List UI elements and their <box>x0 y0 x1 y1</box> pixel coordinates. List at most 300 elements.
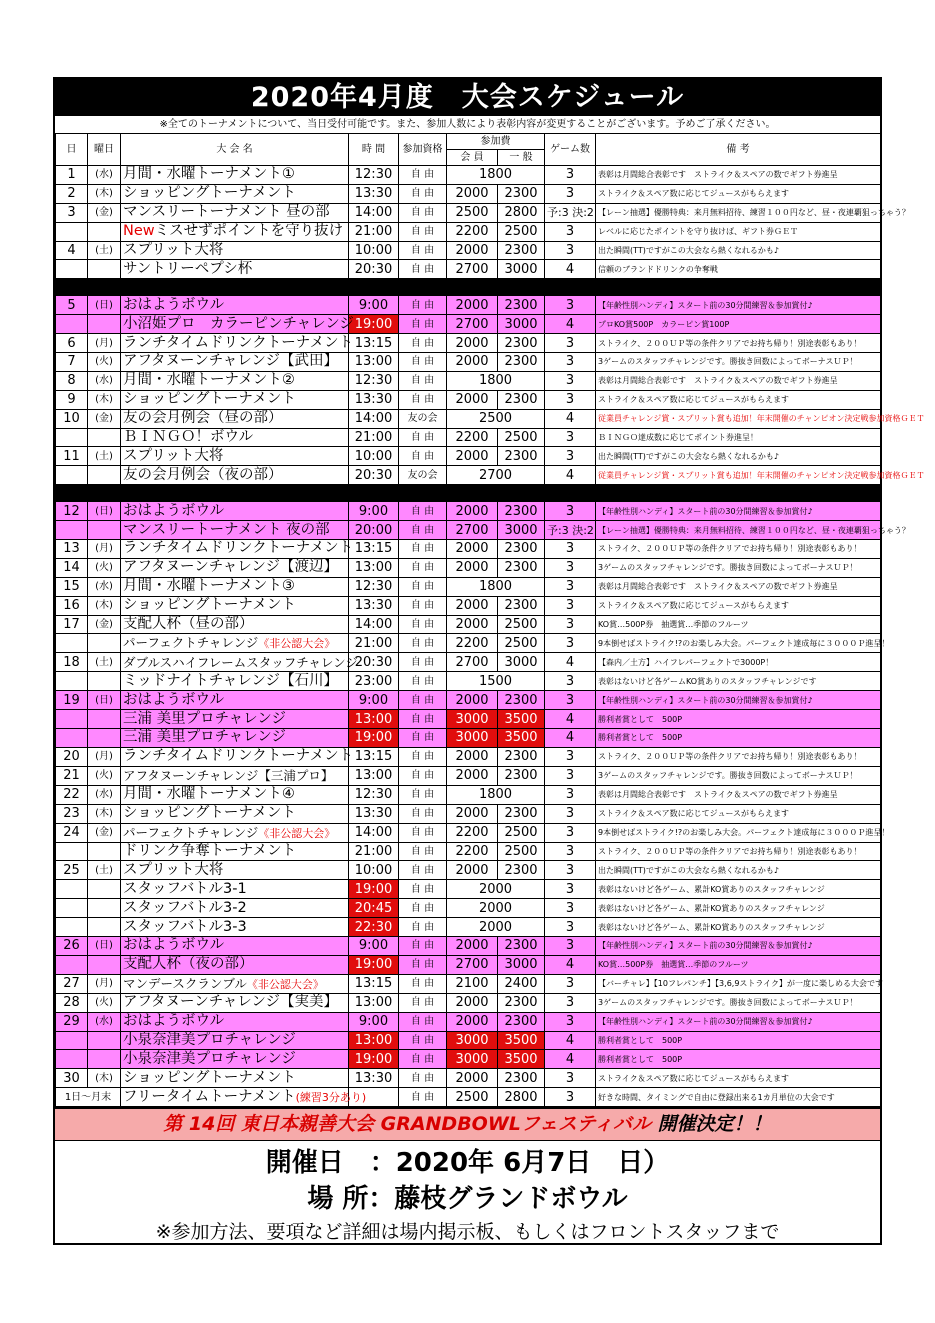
cell-fee: 2500 <box>447 409 545 428</box>
cell-event-name <box>121 466 349 485</box>
festival-title: 第 14回 東日本親善大会 GRANDBOWLフェスティバル <box>163 1113 652 1136</box>
footer-note: ※参加方法、要項など詳細は場内掲示板、もしくはフロントスタッフまで <box>155 1221 780 1244</box>
cell-day <box>56 428 88 447</box>
cell-qualification: 自 由 <box>399 729 447 748</box>
cell-time: 13:30 <box>349 596 399 615</box>
cell-weekday: (水) <box>88 785 121 804</box>
cell-event-name <box>121 823 349 842</box>
cell-fee: 2000 <box>447 918 545 937</box>
header-general: 一 般 <box>498 150 545 166</box>
cell-fee-general: 2300 <box>498 747 545 766</box>
event-name: おはようボウル <box>123 296 225 313</box>
schedule-row <box>56 936 881 955</box>
cell-day: 11 <box>56 447 88 466</box>
cell-qualification: 自 由 <box>399 1031 447 1050</box>
cell-notes: ストライク＆スペア数に応じてジュースがもらえます <box>596 390 881 409</box>
event-name: 友の会月例会（夜の部） <box>123 466 283 483</box>
cell-time: 19:00 <box>349 315 399 334</box>
cell-notes: 3ゲームのスタッフチャレンジです。勝抜き回数によってボーナスＵＰ！ <box>596 353 881 372</box>
cell-weekday: (水) <box>88 577 121 596</box>
cell-qualification: 自 由 <box>399 1050 447 1069</box>
cell-games: 3 <box>545 596 596 615</box>
cell-fee-member: 2000 <box>447 691 498 710</box>
cell-qualification: 自 由 <box>399 880 447 899</box>
event-place: 場 所：藤枝グランドボウル <box>307 1184 628 1215</box>
cell-games: 4 <box>545 260 596 279</box>
cell-qualification: 自 由 <box>399 918 447 937</box>
cell-games: 3 <box>545 747 596 766</box>
cell-qualification: 自 由 <box>399 861 447 880</box>
cell-event-name <box>121 993 349 1012</box>
cell-time: 20:30 <box>349 653 399 672</box>
cell-fee-member: 2000 <box>447 296 498 315</box>
cell-day <box>56 918 88 937</box>
cell-notes: 3ゲームのスタッフチャレンジです。勝抜き回数によってボーナスＵＰ！ <box>596 766 881 785</box>
cell-notes: 勝利者賞として 500P <box>596 1050 881 1069</box>
cell-fee-general: 2800 <box>498 203 545 222</box>
cell-notes: 表彰は月間総合表彰です ストライク＆スペアの数でギフト券進呈 <box>596 371 881 390</box>
cell-qualification: 自 由 <box>399 334 447 353</box>
cell-notes: 出た瞬間(TT)ですがこの大会なら熱くなれるかも♪ <box>596 861 881 880</box>
cell-event-name <box>121 540 354 559</box>
cell-event-name <box>121 1088 367 1107</box>
schedule-sheet <box>53 77 925 1245</box>
cell-event-name <box>121 861 349 880</box>
cell-fee-general: 2300 <box>498 936 545 955</box>
header-event: 大 会 名 <box>121 134 349 166</box>
schedule-row <box>56 521 881 540</box>
cell-time: 20:45 <box>349 899 399 918</box>
separator-row <box>56 279 881 296</box>
cell-event-name <box>121 558 349 577</box>
cell-fee-general: 2300 <box>498 766 545 785</box>
event-name: ランチタイムドリンクトーナメント <box>123 334 354 351</box>
cell-time: 20:30 <box>349 466 399 485</box>
schedule-row <box>56 993 881 1012</box>
schedule-row <box>56 766 881 785</box>
cell-day <box>56 222 88 241</box>
cell-weekday <box>88 918 121 937</box>
cell-day: 8 <box>56 371 88 390</box>
schedule-row <box>56 540 881 559</box>
cell-day: 30 <box>56 1069 88 1088</box>
cell-fee-general: 2400 <box>498 974 545 993</box>
cell-games: 予:3 決:2 <box>545 203 596 222</box>
cell-day <box>56 315 88 334</box>
cell-day: 29 <box>56 1012 88 1031</box>
cell-weekday: (火) <box>88 558 121 577</box>
cell-time: 9:00 <box>349 1012 399 1031</box>
schedule-row <box>56 691 881 710</box>
schedule-row <box>56 615 881 634</box>
schedule-row <box>56 653 881 672</box>
cell-time: 14:00 <box>349 823 399 842</box>
cell-qualification: 自 由 <box>399 1069 447 1088</box>
schedule-row <box>56 203 881 222</box>
cell-weekday <box>88 1050 121 1069</box>
cell-weekday: (金) <box>88 203 121 222</box>
cell-time: 10:00 <box>349 861 399 880</box>
event-name: ミスせずポイントを守り抜け <box>154 223 344 240</box>
event-name: ダブルスハイフレームスタッフチャレンジ <box>123 654 358 670</box>
cell-qualification: 友の会 <box>399 409 447 428</box>
cell-games: 3 <box>545 558 596 577</box>
cell-fee-general: 2300 <box>498 1069 545 1088</box>
cell-time: 13:30 <box>349 804 399 823</box>
cell-event-name <box>121 315 354 334</box>
cell-games: 3 <box>545 936 596 955</box>
cell-games: 3 <box>545 353 596 372</box>
schedule-row <box>56 222 881 241</box>
cell-qualification: 自 由 <box>399 447 447 466</box>
cell-fee-member: 2000 <box>447 353 498 372</box>
cell-day: 27 <box>56 974 88 993</box>
cell-fee-member: 2000 <box>447 615 498 634</box>
cell-notes: 【森内／土方】ハイフレパーフェクトで3000P！ <box>596 653 881 672</box>
cell-weekday <box>88 634 121 653</box>
cell-weekday: (金) <box>88 409 121 428</box>
event-name: スプリット大将 <box>123 242 224 258</box>
cell-fee-member: 2000 <box>447 558 498 577</box>
cell-qualification: 自 由 <box>399 615 447 634</box>
cell-fee-member: 2700 <box>447 521 498 540</box>
cell-fee-member: 2000 <box>447 447 498 466</box>
cell-event-name <box>121 672 349 691</box>
cell-games: 4 <box>545 710 596 729</box>
notice-text: ※全てのトーナメントについて、当日受付可能です。また、参加人数により表彰内容が変更することがございます。予めご了承ください。 <box>159 119 776 130</box>
cell-day: 7 <box>56 353 88 372</box>
event-name: 月間・水曜トーナメント③ <box>123 578 295 595</box>
event-name: パーフェクトチャレンジ <box>123 635 259 651</box>
cell-fee-member: 2200 <box>447 222 498 241</box>
cell-notes: プロKO賞500P カラーピン賞100P <box>596 315 881 334</box>
event-name: 小泉奈津美プロチャレンジ <box>123 1031 296 1048</box>
cell-notes: 好きな時間、タイミングで自由に登録出来る1カ月単位の大会です <box>596 1088 881 1107</box>
cell-qualification: 自 由 <box>399 804 447 823</box>
cell-fee-general: 3500 <box>498 1050 545 1069</box>
cell-fee-general: 3000 <box>498 653 545 672</box>
cell-event-name <box>121 577 349 596</box>
cell-time: 13:15 <box>349 540 399 559</box>
cell-fee: 1800 <box>447 166 545 185</box>
event-name: スプリット大将 <box>123 861 224 878</box>
cell-notes: ストライク、２００ＵＰ等の条件クリアでお持ち帰り！別途表彰もあり！ <box>596 334 881 353</box>
event-name: ショッピングトーナメント <box>123 391 296 408</box>
cell-fee-member: 3000 <box>447 729 498 748</box>
cell-fee-general: 2800 <box>498 1088 545 1107</box>
cell-day: 20 <box>56 747 88 766</box>
cell-time: 21:00 <box>349 222 399 241</box>
cell-fee-member: 2000 <box>447 390 498 409</box>
cell-notes: KO賞…500P券 抽選賞…季節のフルーツ <box>596 615 881 634</box>
cell-time: 20:00 <box>349 521 399 540</box>
event-name: 三浦 美里プロチャレンジ <box>123 729 286 746</box>
cell-event-name <box>121 918 349 937</box>
schedule-row <box>56 558 881 577</box>
cell-day: 19 <box>56 691 88 710</box>
cell-qualification: 自 由 <box>399 766 447 785</box>
cell-time: 21:00 <box>349 634 399 653</box>
schedule-row <box>56 1088 881 1107</box>
cell-notes: 従業員チャレンジ賞・スプリット賞も追加！年末開催のチャンピオン決定戦参加資格ＧＥＴ <box>596 409 881 428</box>
cell-qualification: 自 由 <box>399 166 447 185</box>
cell-event-name <box>121 804 349 823</box>
schedule-row <box>56 880 881 899</box>
cell-time: 13:00 <box>349 993 399 1012</box>
cell-fee-general: 3000 <box>498 521 545 540</box>
cell-fee: 1500 <box>447 672 545 691</box>
event-name: 小沼姫プロ カラーピンチャレンジ <box>123 315 354 332</box>
cell-event-name <box>121 936 349 955</box>
cell-time: 19:00 <box>349 1050 399 1069</box>
header-weekday: 曜日 <box>88 134 121 166</box>
schedule-row <box>56 804 881 823</box>
cell-weekday <box>88 260 121 279</box>
cell-day: 13 <box>56 540 88 559</box>
cell-fee-general: 2300 <box>498 334 545 353</box>
cell-notes: 表彰はないけど各ゲームKO賞ありのスタッフチャレンジです <box>596 672 881 691</box>
cell-time: 13:30 <box>349 184 399 203</box>
event-name: パーフェクトチャレンジ <box>123 824 259 840</box>
cell-fee-member: 2100 <box>447 974 498 993</box>
cell-event-name <box>121 729 349 748</box>
cell-fee-member: 2500 <box>447 203 498 222</box>
page-title: 2020年4月度 大会スケジュール <box>55 79 880 116</box>
cell-qualification: 自 由 <box>399 241 447 260</box>
event-name: スタッフバトル3-2 <box>123 899 247 916</box>
cell-time: 9:00 <box>349 936 399 955</box>
cell-games: 3 <box>545 1069 596 1088</box>
cell-weekday <box>88 672 121 691</box>
cell-fee: 1800 <box>447 785 545 804</box>
cell-games: 3 <box>545 166 596 185</box>
cell-fee-member: 2200 <box>447 823 498 842</box>
cell-day: 22 <box>56 785 88 804</box>
event-name: サントリーペプシ杯 <box>123 260 253 277</box>
schedule-row <box>56 315 881 334</box>
event-name: スプリット大将 <box>123 447 224 464</box>
cell-day <box>56 710 88 729</box>
cell-event-name <box>121 203 349 222</box>
event-name: マンスリートーナメント 夜の部 <box>123 521 330 538</box>
schedule-row <box>56 184 881 203</box>
cell-time: 13:00 <box>349 353 399 372</box>
cell-notes: ストライク＆スペア数に応じてジュースがもらえます <box>596 1069 881 1088</box>
cell-day: 1 <box>56 166 88 185</box>
cell-games: 3 <box>545 296 596 315</box>
event-name: マンスリートーナメント 昼の部 <box>123 204 330 221</box>
cell-event-name <box>121 260 349 279</box>
cell-event-name <box>121 184 349 203</box>
cell-event-name <box>121 1069 349 1088</box>
cell-fee-general: 3000 <box>498 955 545 974</box>
cell-weekday: (木) <box>88 184 121 203</box>
cell-weekday: (木) <box>88 596 121 615</box>
cell-games: 3 <box>545 540 596 559</box>
cell-weekday: (火) <box>88 993 121 1012</box>
header-time: 時 間 <box>349 134 399 166</box>
schedule-row <box>56 447 881 466</box>
cell-notes: 【年齢性別ハンディ】スタート前の30分間練習＆参加賞付♪ <box>596 691 881 710</box>
cell-fee: 1800 <box>447 371 545 390</box>
cell-fee-general: 2300 <box>498 447 545 466</box>
cell-time: 9:00 <box>349 502 399 521</box>
cell-fee-general: 2500 <box>498 615 545 634</box>
cell-fee-member: 3000 <box>447 1050 498 1069</box>
cell-day: 9 <box>56 390 88 409</box>
schedule-row <box>56 861 881 880</box>
schedule-row <box>56 166 881 185</box>
cell-weekday: (水) <box>88 371 121 390</box>
cell-weekday <box>88 222 121 241</box>
cell-fee-member: 2700 <box>447 260 498 279</box>
cell-games: 予:3 決:2 <box>545 521 596 540</box>
cell-fee-member: 3000 <box>447 710 498 729</box>
event-name: スタッフバトル3-1 <box>123 880 247 897</box>
schedule-row <box>56 577 881 596</box>
header-day: 日 <box>56 134 88 166</box>
cell-notes: 9本倒せばストライク!?のお楽しみ大会。パーフェクト達成毎に３０００Ｐ進呈！ <box>596 634 881 653</box>
festival-banner <box>55 1107 880 1141</box>
cell-games: 3 <box>545 428 596 447</box>
cell-day <box>56 521 88 540</box>
cell-weekday <box>88 842 121 861</box>
cell-games: 3 <box>545 1012 596 1031</box>
cell-fee-general: 2500 <box>498 428 545 447</box>
cell-games: 4 <box>545 466 596 485</box>
cell-qualification: 自 由 <box>399 653 447 672</box>
cell-fee-member: 2000 <box>447 241 498 260</box>
cell-event-name <box>121 1031 349 1050</box>
cell-day: 18 <box>56 653 88 672</box>
cell-time: 10:00 <box>349 447 399 466</box>
cell-games: 3 <box>545 371 596 390</box>
cell-fee-general: 2500 <box>498 823 545 842</box>
cell-time: 13:15 <box>349 974 399 993</box>
cell-weekday: (木) <box>88 1069 121 1088</box>
cell-weekday: (木) <box>88 804 121 823</box>
event-name: 月間・水曜トーナメント④ <box>123 786 295 803</box>
cell-games: 4 <box>545 1031 596 1050</box>
cell-event-name <box>121 390 349 409</box>
cell-games: 3 <box>545 577 596 596</box>
cell-fee-general: 3500 <box>498 729 545 748</box>
cell-time: 14:00 <box>349 615 399 634</box>
cell-weekday <box>88 955 121 974</box>
cell-qualification: 自 由 <box>399 823 447 842</box>
cell-qualification: 自 由 <box>399 899 447 918</box>
cell-fee-member: 2200 <box>447 634 498 653</box>
cell-event-name <box>121 1050 349 1069</box>
schedule-row <box>56 710 881 729</box>
cell-notes: 表彰は月間総合表彰です ストライク＆スペアの数でギフト券進呈 <box>596 785 881 804</box>
cell-games: 3 <box>545 672 596 691</box>
cell-fee-general: 2300 <box>498 502 545 521</box>
cell-event-name <box>121 955 349 974</box>
cell-weekday: (水) <box>88 166 121 185</box>
event-subtitle: 《非公認大会》 <box>258 637 336 651</box>
event-name: アフタヌーンチャレンジ【渡辺】 <box>123 559 339 576</box>
cell-fee-member: 2000 <box>447 334 498 353</box>
cell-weekday: (金) <box>88 615 121 634</box>
cell-games: 3 <box>545 785 596 804</box>
cell-qualification: 自 由 <box>399 691 447 710</box>
cell-qualification: 自 由 <box>399 672 447 691</box>
cell-event-name <box>121 334 354 353</box>
cell-event-name <box>121 785 349 804</box>
cell-notes: 【レーン抽選】優勝特典：来月無料招待、練習１００円など、昼・夜連覇狙っちゃう？ <box>596 203 881 222</box>
cell-games: 4 <box>545 729 596 748</box>
cell-qualification: 自 由 <box>399 974 447 993</box>
cell-fee-member: 2000 <box>447 596 498 615</box>
cell-notes: 【年齢性別ハンディ】スタート前の30分間練習＆参加賞付♪ <box>596 1012 881 1031</box>
event-name: アフタヌーンチャレンジ【実美】 <box>123 994 339 1011</box>
schedule-row <box>56 955 881 974</box>
cell-fee-member: 2000 <box>447 1012 498 1031</box>
cell-time: 20:30 <box>349 260 399 279</box>
cell-fee-general: 3000 <box>498 260 545 279</box>
cell-games: 3 <box>545 691 596 710</box>
event-name: ランチタイムドリンクトーナメント <box>123 748 354 765</box>
cell-games: 3 <box>545 993 596 1012</box>
cell-fee: 2700 <box>447 466 545 485</box>
schedule-row <box>56 466 881 485</box>
cell-fee-general: 2300 <box>498 596 545 615</box>
cell-games: 3 <box>545 634 596 653</box>
cell-day: 10 <box>56 409 88 428</box>
cell-notes: 信頼のブランドドリンクの争奪戦 <box>596 260 881 279</box>
cell-fee-member: 2500 <box>447 1088 498 1107</box>
header-notes: 備 考 <box>596 134 881 166</box>
event-name: ランチタイムドリンクトーナメント <box>123 540 354 557</box>
cell-day <box>56 260 88 279</box>
cell-weekday: (金) <box>88 823 121 842</box>
schedule-row <box>56 747 881 766</box>
cell-day: 4 <box>56 241 88 260</box>
schedule-row <box>56 1069 881 1088</box>
cell-time: 9:00 <box>349 296 399 315</box>
cell-event-name <box>121 880 349 899</box>
schedule-row <box>56 1031 881 1050</box>
cell-notes: 3ゲームのスタッフチャレンジです。勝抜き回数によってボーナスＵＰ！ <box>596 558 881 577</box>
cell-qualification: 自 由 <box>399 371 447 390</box>
cell-event-name <box>121 502 349 521</box>
event-name: 友の会月例会（昼の部） <box>123 410 283 427</box>
cell-notes: 勝利者賞として 500P <box>596 1031 881 1050</box>
cell-weekday <box>88 466 121 485</box>
cell-event-name <box>121 371 349 390</box>
cell-notes: 出た瞬間(TT)ですがこの大会なら熱くなれるかも♪ <box>596 241 881 260</box>
schedule-row <box>56 596 881 615</box>
cell-notes: ＢＩＮＧＯ達成数に応じてポイント券進呈！ <box>596 428 881 447</box>
cell-day <box>56 880 88 899</box>
separator-row <box>56 485 881 502</box>
cell-qualification: 自 由 <box>399 1088 447 1107</box>
cell-event-name <box>121 842 349 861</box>
event-name: 月間・水曜トーナメント① <box>123 166 295 183</box>
cell-fee-general: 3000 <box>498 315 545 334</box>
cell-event-name <box>121 241 349 260</box>
header-member: 会 員 <box>447 150 498 166</box>
cell-games: 3 <box>545 1088 596 1107</box>
cell-qualification: 自 由 <box>399 634 447 653</box>
event-subtitle: 《非公認大会》 <box>246 977 324 991</box>
cell-fee: 2000 <box>447 899 545 918</box>
schedule-row <box>56 918 881 937</box>
cell-fee-general: 2300 <box>498 184 545 203</box>
cell-event-name <box>121 766 349 785</box>
cell-fee-member: 2000 <box>447 993 498 1012</box>
